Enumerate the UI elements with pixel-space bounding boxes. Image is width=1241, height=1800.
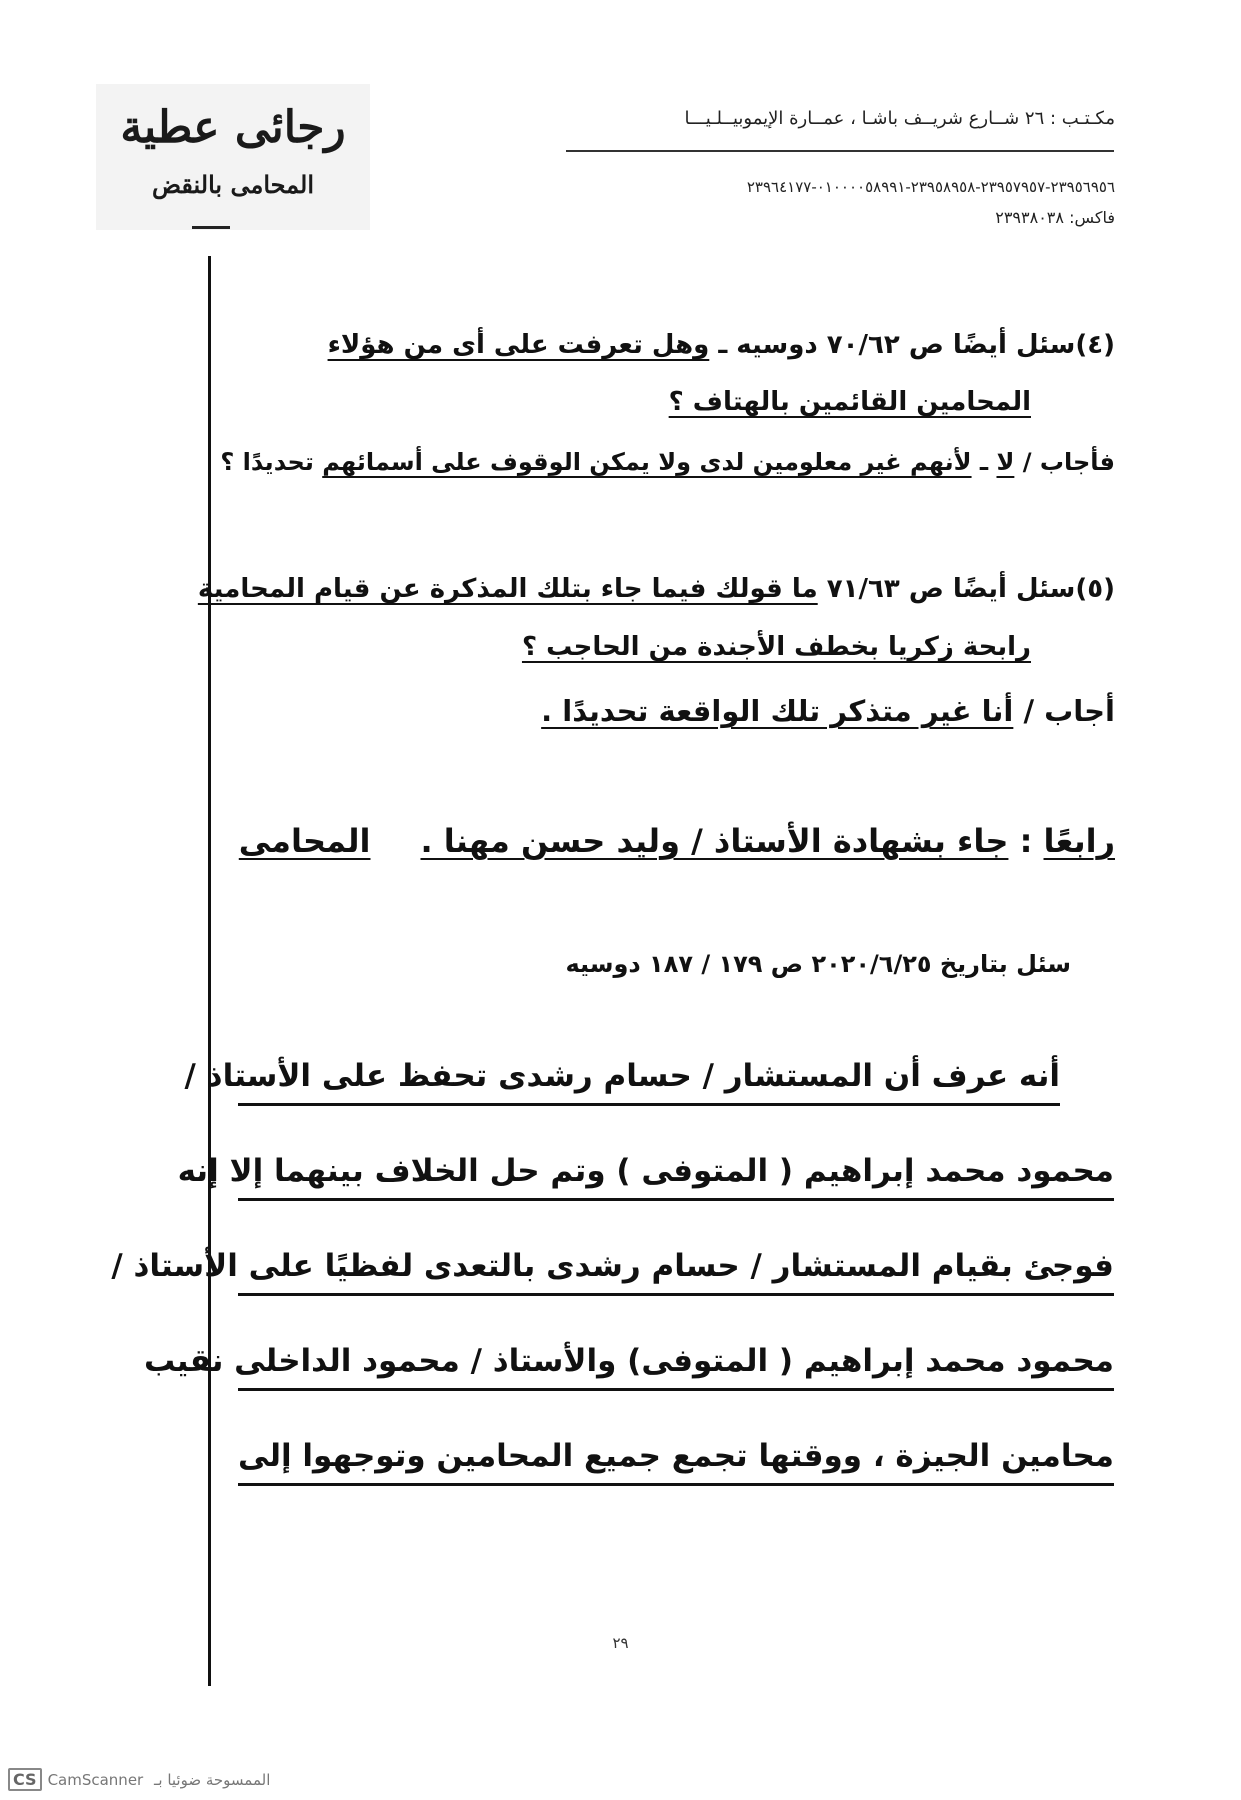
- scanner-watermark: [8, 1768, 270, 1791]
- section4-colon: :: [1008, 822, 1044, 860]
- q4-answer-text: لأنهم غير معلومين لدى ولا يمكن الوقوف على أسمائهم: [322, 448, 972, 476]
- q4-question-text: وهل تعرفت على أى من هؤلاء: [327, 330, 710, 360]
- q5-question: [198, 574, 1115, 604]
- q5-answer-text: أنا غير متذكر تلك الواقعة تحديدًا .: [541, 694, 1014, 728]
- phone-numbers: ٢٣٩٥٦٩٥٦-٢٣٩٥٧٩٥٧-٢٣٩٥٨٩٥٨-٠١٠٠٠٠٥٨٩٩١-٢٣٩٦٤١٧٧: [746, 178, 1115, 196]
- q4-question-line2: المحامين القائمين بالهتاف ؟: [668, 387, 1031, 417]
- q4-answer-no: لا: [996, 448, 1015, 476]
- office-address: مكـتـب : ٢٦ شــارع شريــف باشـا ، عمــارة الإيموبيــلـيـــا: [684, 108, 1115, 129]
- margin-line: [208, 256, 211, 1686]
- q4-question: [328, 330, 1115, 360]
- testimony-line: محامين الجيزة ، ووقتها تجمع جميع المحامين وتوجهوا إلى: [238, 1438, 1114, 1486]
- q4-answer-dash: ـ: [971, 448, 997, 476]
- header-rule: [566, 150, 1114, 152]
- testimony-line: فوجئ بقيام المستشار / حسام رشدى بالتعدى لفظيًا على الأستاذ /: [238, 1248, 1114, 1296]
- camscanner-icon: CS: [8, 1768, 42, 1791]
- testimony-line: محمود محمد إبراهيم ( المتوفى) والأستاذ / محمود الداخلى نقيب: [238, 1343, 1114, 1391]
- section4-profession: المحامى: [238, 822, 371, 860]
- section4-heading: [239, 822, 1115, 860]
- section4-witness: جاء بشهادة الأستاذ / وليد حسن مهنا .: [420, 822, 1009, 860]
- q5-question-line2: رابحة زكريا بخطف الأجندة من الحاجب ؟: [521, 632, 1031, 662]
- q5-ref: (٥)سئل أيضًا ص ٧١/٦٣: [817, 574, 1115, 604]
- asked-date-line: سئل بتاريخ ٢٠٢٠/٦/٢٥ ص ١٧٩ / ١٨٧ دوسيه: [565, 950, 1071, 978]
- q5-answer: [541, 694, 1115, 728]
- testimony-line: محمود محمد إبراهيم ( المتوفى ) وتم حل الخلاف بينهما إلا إنه: [238, 1153, 1114, 1201]
- testimony-line: أنه عرف أن المستشار / حسام رشدى تحفظ على الأستاذ /: [238, 1058, 1060, 1106]
- q5-answer-label: أجاب /: [1013, 694, 1115, 728]
- q4-answer-label: فأجاب /: [1014, 448, 1115, 476]
- section4-label: رابعًا: [1043, 822, 1115, 860]
- logo-title: المحامى بالنقض: [152, 170, 314, 199]
- q5-question-text: ما قولك فيما جاء بتلك المذكرة عن قيام المحامية: [197, 574, 818, 604]
- q4-ref: (٤)سئل أيضًا ص ٧٠/٦٢ دوسيه ـ: [709, 330, 1115, 360]
- scanner-brand: CamScanner: [47, 1771, 144, 1789]
- logo-divider: [192, 226, 230, 229]
- page-number: ٢٩: [612, 1634, 629, 1652]
- fax-number: فاكس: ٢٣٩٣٨٠٣٨: [995, 208, 1115, 227]
- letterhead-logo: [96, 84, 370, 230]
- q4-answer-tail: تحديدًا ؟: [220, 448, 323, 476]
- logo-name: رجائى عطية: [120, 102, 346, 153]
- scanner-caption: الممسوحة ضوئيا بـ: [154, 1771, 271, 1789]
- q4-answer: [220, 448, 1115, 476]
